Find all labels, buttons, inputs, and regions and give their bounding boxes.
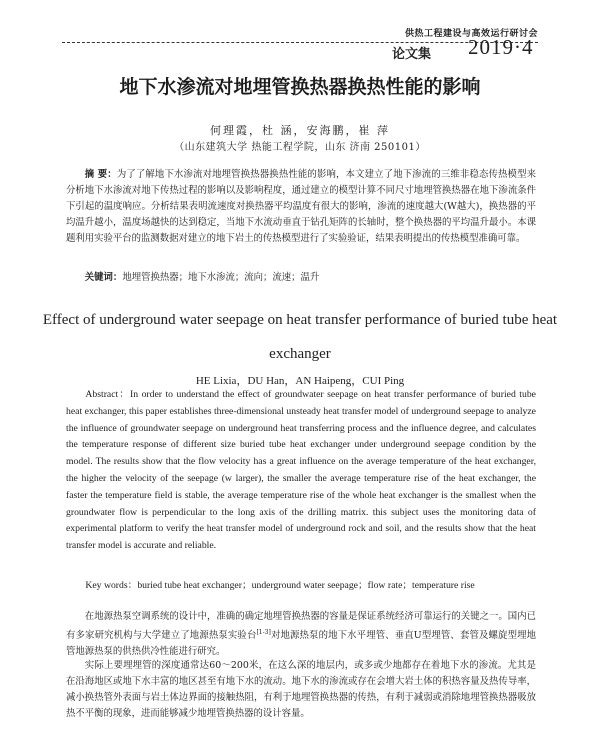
section-label: 论文集 bbox=[392, 47, 432, 62]
authors-chinese: 何理霞，杜 涵，安海鹏，崔 萍 bbox=[210, 124, 390, 137]
abstract-english-text: In order to understand the effect of groundwater seepage on heat transfer performance of buried tube heat exchanger, this paper establishes three-dimensional unsteady heat transfer model of underground seepage to analyze the influence of groundwater seepage on underground heat transferring process and the influence degree, and calculates the temperature response of different size buried tube heat exchanger under underground seepage condition by the model. The results show that the flow velocity has a great influence on the average temperature of the heat exchanger, the higher the velocity of the seepage (w larger), the smaller the average temperature rise of the heat exchanger, the faster the temperature field is stable, the average temperature rise of the whole heat exchanger is the smallest when the groundwater flow is perpendicular to the long axis of the drilling matrix. this subject uses the monitoring data of experimental platform to verify the heat transfer model of underground rock and soil, and the results show that the heat transfer model is accurate and reliable. bbox=[66, 389, 536, 552]
body-paragraph-2: 实际上要埋埋管的深度通常达60～200米，在这么深的地层内，或多或少地都存在着地下水的渗流。尤其是在沿海地区或地下水丰富的地区甚至有地下水的流动。地下水的渗流或存在会增大岩土体的积热容量及热传导率，减小换热管外表面与岩土体边界面的接触热阻，有利于地埋管换热器的传热，有利于减弱或消除地埋管换热器吸放热不平衡的现象，进而能够减少地埋管换热器的设计容量。 bbox=[66, 660, 536, 719]
abstract-chinese-text: 为了了解地下水渗流对地埋管换热器换热性能的影响，本文建立了地下渗流的三维非稳态传热模型来分析地下水渗流对地下传热过程的影响以及影响程度，通过建立的模型计算不同尺寸地埋管换热器在地下渗流条件下引起的温度响应。分析结果表明流速度对换热器平均温度有很大的影响，渗流的速度越大(W越大)，换热器的平均温升越小，温度场越快的达到稳定，当地下水流动垂直于钻孔矩阵的长轴时，整个换热器的平均温升最小。本课题利用实验平台的监测数据对建立的地下岩土的传热模型进行了实验验证，结果表明提出的传热模型准确可靠。 bbox=[66, 169, 536, 244]
keywords-chinese-label: 关键词： bbox=[84, 272, 123, 283]
affiliation-chinese: （山东建筑大学 热能工程学院，山东 济南 250101） bbox=[174, 142, 426, 153]
keywords-english-text: buried tube heat exchanger；underground water seepage；flow rate；temperature rise bbox=[137, 580, 475, 591]
abstract-english bbox=[66, 387, 536, 555]
body-paragraph-1-text-a: 在地源热泵空调系统的设计中，准确的确定地埋管换热器的容量是保证系统经济可靠运行的关键之一。国内已有多家研究机构与大学建立了地源热泵实验台 bbox=[66, 611, 536, 642]
journal-name: 供热工程建设与高效运行研讨会 bbox=[404, 29, 538, 39]
abstract-chinese bbox=[66, 167, 536, 247]
title-chinese: 地下水渗流对地埋管换热器换热性能的影响 bbox=[119, 76, 481, 98]
keywords-chinese bbox=[66, 270, 536, 286]
keywords-english bbox=[66, 578, 536, 594]
header-rule bbox=[62, 42, 538, 43]
issue-year: 2019·4 bbox=[468, 35, 534, 59]
citation-ref: [1-3] bbox=[256, 629, 271, 636]
keywords-english-label: Key words： bbox=[85, 580, 138, 591]
title-english: Effect of underground water seepage on heat transfer performance of buried tube heat exchanger bbox=[42, 312, 558, 362]
abstract-english-label: Abstract： bbox=[85, 389, 131, 400]
abstract-chinese-label: 摘 要： bbox=[84, 169, 117, 180]
body-paragraph-1 bbox=[66, 609, 536, 660]
body-paragraph-1-text-b: 对地源热泵的地下水平埋管、垂直U型埋管、套管及螺旋型埋地管地源热泵的供热供冷性能进行研究。 bbox=[66, 630, 536, 658]
authors-english: HE Lixia，DU Han，AN Haipeng，CUI Ping bbox=[195, 375, 405, 387]
keywords-chinese-text: 地埋管换热器；地下水渗流；流向；流速；温升 bbox=[122, 272, 320, 283]
